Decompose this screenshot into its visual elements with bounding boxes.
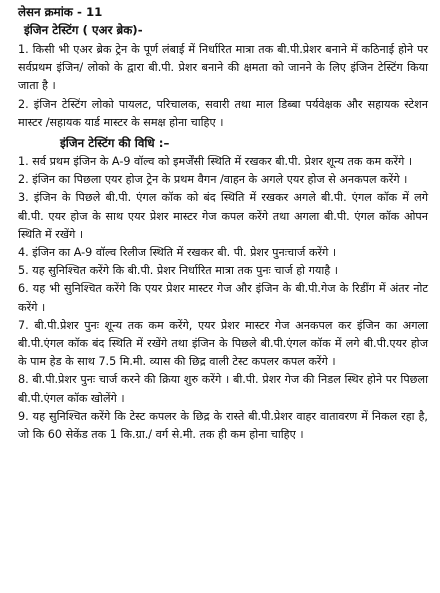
intro-paragraph-2: 2. इंजिन टेस्टिंग लोको पायलट, परिचालक, सवारी तथा माल डिब्बा पर्यवेक्षक और सहायक स्टेशन मास्टर /सहायक यार्ड मास्टर के समक्ष होना चाहिए ।	[18, 97, 428, 129]
step-8: 8. बी.पी.प्रेशर पुनः चार्ज करने की क्रिया शुरु करेंगे । बी.पी. प्रेशर गेज की निडल स्थिर होने पर पिछला बी.पी.एंगल कॉक खोलेंगे ।	[18, 373, 428, 405]
step-1: 1. सर्व प्रथम इंजिन के A-9 वॉल्व को इमर्जेंसी स्थिति में रखकर बी.पी. प्रेशर शून्य तक कम करेंगे ।	[18, 155, 413, 169]
step-6: 6. यह भी सुनिश्चित करेंगे कि एयर प्रेशर मास्टर गेज और इंजिन के बी.पी.गेज के रिडींग में अंतर नोट करेंगे ।	[18, 282, 428, 314]
step-4: 4. इंजिन का A-9 वॉल्व रिलीज स्थिति में रखकर बी. पी. प्रेशर पुनःचार्ज करेंगे ।	[18, 246, 337, 260]
step-7: 7. बी.पी.प्रेशर पुनः शून्य तक कम करेंगे, एयर प्रेशर मास्टर गेज अनकपल कर इंजिन का अगला बी.पी.एंगल कॉक बंद स्थिति में रखेंगे तथा इंजिन के पिछले बी.पी.एंगल कॉक में लगे बी.पी.एयर होज के पाम हेड के साथ 7.5 मि.मी. व्यास की छिद्र वाली टेस्ट कपलर कपल करेंगे ।	[18, 318, 428, 369]
step-3: 3. इंजिन के पिछले बी.पी. एंगल कॉक को बंद स्थिति में रखकर अगले बी.पी. एंगल कॉक में लगे बी.पी. एयर होज के साथ एयर प्रेशर मास्टर गेज कपल करेंगे तथा अगला बी.पी. एंगल कॉक ओपन स्थिति में रखेंगे ।	[18, 191, 428, 241]
step-9: 9. यह सुनिश्चित करेंगे कि टेस्ट कपलर के छिद्र के रास्ते बी.पी.प्रेशर वाहर वातावरण में निकल रहा है, जो कि 60 सेकेंड तक 1 कि.ग्रा./ वर्ग से.मी. तक ही कम होना चाहिए ।	[18, 409, 428, 442]
document-page	[18, 3, 428, 444]
step-5: 5. यह सुनिश्चित करेंगे कि बी.पी. प्रेशर निर्धारित मात्रा तक पुनः चार्ज हो गयाहै ।	[18, 264, 339, 278]
section-title: इंजिन टेस्टिंग ( एअर ब्रेक)-	[24, 23, 143, 37]
method-title: इंजिन टेस्टिंग की विधि :–	[60, 136, 170, 151]
step-2: 2. इंजिन का पिछला एयर होज ट्रेन के प्रथम वैगन /वाहन के अगले एयर होज से अनकपल करेंगे ।	[18, 173, 408, 187]
lesson-title: लेसन क्रमांक - 11	[18, 5, 103, 19]
intro-paragraph-1: 1. किसी भी एअर ब्रेक ट्रेन के पूर्ण लंबाई में निर्धारित मात्रा तक बी.पी.प्रेशर बनाने में कठिनाई होने पर सर्वप्रथम इंजिन/ लोको के द्वारा बी.पी. प्रेशर बनाने की क्षमता को जानने के लिए इंजिन टेस्टिंग किया जाता है ।	[18, 43, 428, 93]
